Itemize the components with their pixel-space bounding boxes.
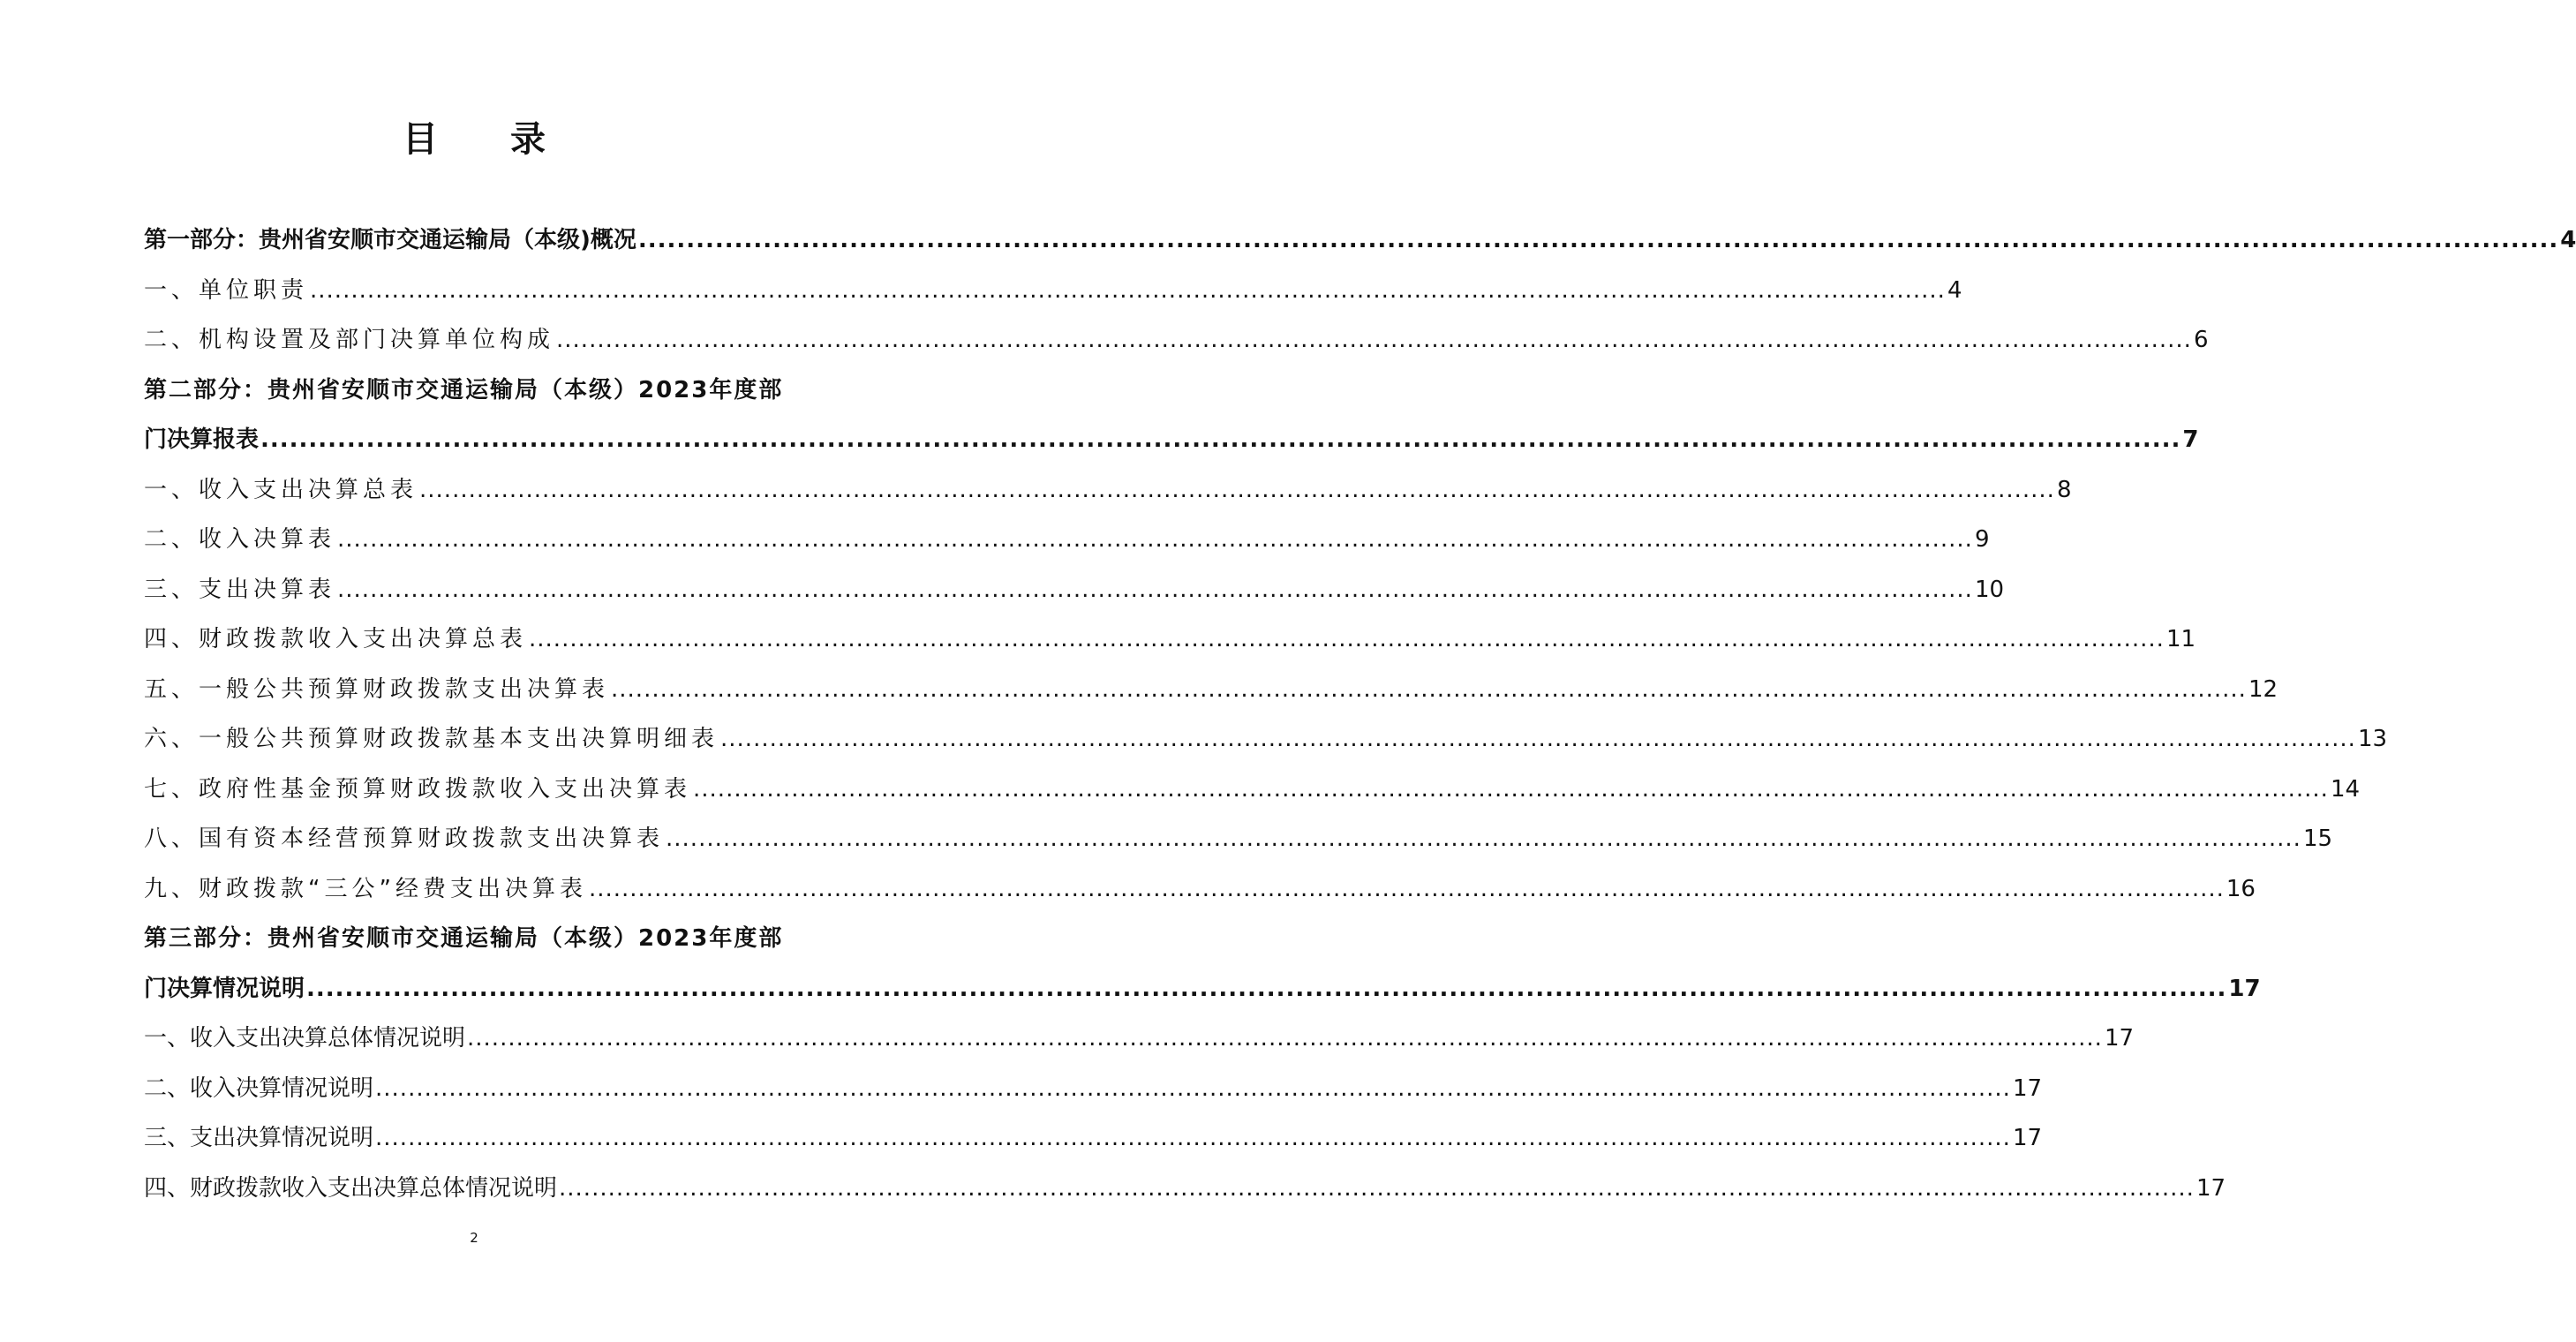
toc-entry[interactable] [144, 765, 2361, 815]
page-number: 2 [470, 1230, 478, 1246]
toc-dot-leader: ........................................................................................................................................................................................................ [337, 576, 1973, 603]
title-char-right: 录 [510, 119, 546, 160]
toc-dot-leader: ........................................................................................................................................................................................................ [419, 476, 2055, 503]
toc-entry[interactable] [144, 665, 2278, 715]
toc-dot-leader: ........................................................................................................................................................................................................ [529, 626, 2165, 652]
toc-entry-label: 第二部分：贵州省安顺市交通运输局（本级）2023年度部 [144, 376, 784, 403]
toc-entry-label: 二、收入决算情况说明 [144, 1074, 374, 1102]
page-title [0, 113, 948, 166]
toc-dot-leader: ........................................................................................................................................................................................................ [611, 675, 2247, 703]
toc-entry-page: 4 [1947, 276, 1962, 304]
toc-entry-label: 第一部分：贵州省安顺市交通运输局（本级)概况 [144, 227, 636, 253]
toc-dot-leader: ........................................................................................................................................................................................................ [306, 975, 2227, 1002]
toc-entry-label: 六、一般公共预算财政拨款基本支出决算明细表 [144, 726, 719, 752]
toc-entry-label: 五、一般公共预算财政拨款支出决算表 [144, 675, 610, 703]
toc-entry-page: 15 [2302, 826, 2333, 852]
table-of-contents [144, 215, 2576, 1213]
toc-entry[interactable] [144, 266, 1962, 316]
toc-entry-page: 9 [1974, 526, 1990, 553]
toc-entry-label: 四、财政拨款收入支出决算总体情况说明 [144, 1174, 558, 1202]
toc-dot-leader: ........................................................................................................................................................................................................ [375, 1125, 2011, 1151]
toc-dot-leader: ........................................................................................................................................................................................................ [637, 227, 2559, 253]
toc-dot-leader: ........................................................................................................................................................................................................ [310, 276, 1946, 304]
toc-dot-leader: ........................................................................................................................................................................................................ [260, 426, 2181, 453]
toc-dot-leader: ........................................................................................................................................................................................................ [375, 1074, 2011, 1102]
toc-entry[interactable] [144, 914, 806, 964]
toc-entry-page: 7 [2182, 426, 2199, 453]
toc-entry-label: 门决算报表 [144, 426, 260, 453]
toc-entry[interactable] [144, 814, 2333, 864]
toc-dot-leader: ........................................................................................................................................................................................................ [556, 327, 2192, 353]
toc-entry[interactable] [144, 1064, 2043, 1114]
toc-entry-label: 四、财政拨款收入支出决算总表 [144, 626, 528, 652]
toc-dot-leader: ........................................................................................................................................................................................................ [337, 526, 1973, 553]
toc-entry-label: 三、支出决算表 [144, 576, 336, 603]
toc-entry-label: 一、收入支出决算总体情况说明 [144, 1025, 466, 1052]
toc-dot-leader: ........................................................................................................................................................................................................ [666, 826, 2301, 852]
toc-entry-page: 17 [2012, 1125, 2043, 1151]
toc-entry-page: 17 [2104, 1025, 2135, 1052]
toc-entry[interactable] [144, 565, 2005, 615]
toc-entry-page: 14 [2330, 775, 2361, 803]
toc-entry-page: 6 [2193, 327, 2209, 353]
toc-entry[interactable] [144, 215, 2576, 266]
toc-entry[interactable] [144, 366, 806, 416]
toc-entry-page: 17 [2228, 975, 2261, 1002]
toc-entry-label: 一、单位职责 [144, 276, 309, 304]
toc-entry-label: 三、支出决算情况说明 [144, 1125, 374, 1151]
toc-entry-label: 八、国有资本经营预算财政拨款支出决算表 [144, 826, 665, 852]
toc-entry-label: 第三部分：贵州省安顺市交通运输局（本级）2023年度部 [144, 925, 784, 952]
toc-dot-leader: ........................................................................................................................................................................................................ [693, 775, 2329, 803]
toc-entry[interactable] [144, 964, 2261, 1014]
toc-entry[interactable] [144, 415, 2199, 465]
toc-entry[interactable] [144, 1113, 2043, 1164]
toc-entry-page: 17 [2012, 1074, 2043, 1102]
toc-entry-page: 13 [2357, 726, 2388, 752]
toc-entry-page: 8 [2056, 476, 2072, 503]
toc-entry-label: 九、财政拨款“三公”经费支出决算表 [144, 875, 587, 902]
toc-entry-label: 一、收入支出决算总表 [144, 476, 418, 503]
toc-entry-label: 门决算情况说明 [144, 975, 305, 1002]
toc-entry[interactable] [144, 1164, 2226, 1214]
toc-entry[interactable] [144, 515, 1990, 565]
toc-entry[interactable] [144, 714, 2388, 765]
toc-entry[interactable] [144, 465, 2072, 516]
toc-entry-page: 12 [2248, 675, 2278, 703]
toc-dot-leader: ........................................................................................................................................................................................................ [720, 726, 2356, 752]
toc-entry-page: 10 [1974, 576, 2005, 603]
toc-dot-leader: ........................................................................................................................................................................................................ [588, 875, 2225, 902]
toc-dot-leader: ........................................................................................................................................................................................................ [467, 1025, 2103, 1052]
toc-entry-page: 17 [2196, 1174, 2226, 1202]
toc-entry-page: 4 [2560, 227, 2576, 253]
toc-entry[interactable] [144, 1014, 2135, 1064]
title-char-left: 目 [403, 119, 438, 160]
toc-dot-leader: ........................................................................................................................................................................................................ [559, 1174, 2195, 1202]
toc-entry[interactable] [144, 614, 2196, 665]
toc-entry-page: 11 [2165, 626, 2196, 652]
toc-entry-page: 16 [2226, 875, 2256, 902]
toc-entry-label: 二、机构设置及部门决算单位构成 [144, 327, 555, 353]
toc-entry[interactable] [144, 315, 2209, 366]
toc-entry-label: 七、政府性基金预算财政拨款收入支出决算表 [144, 775, 692, 803]
toc-entry-label: 二、收入决算表 [144, 526, 336, 553]
toc-entry[interactable] [144, 864, 2256, 915]
